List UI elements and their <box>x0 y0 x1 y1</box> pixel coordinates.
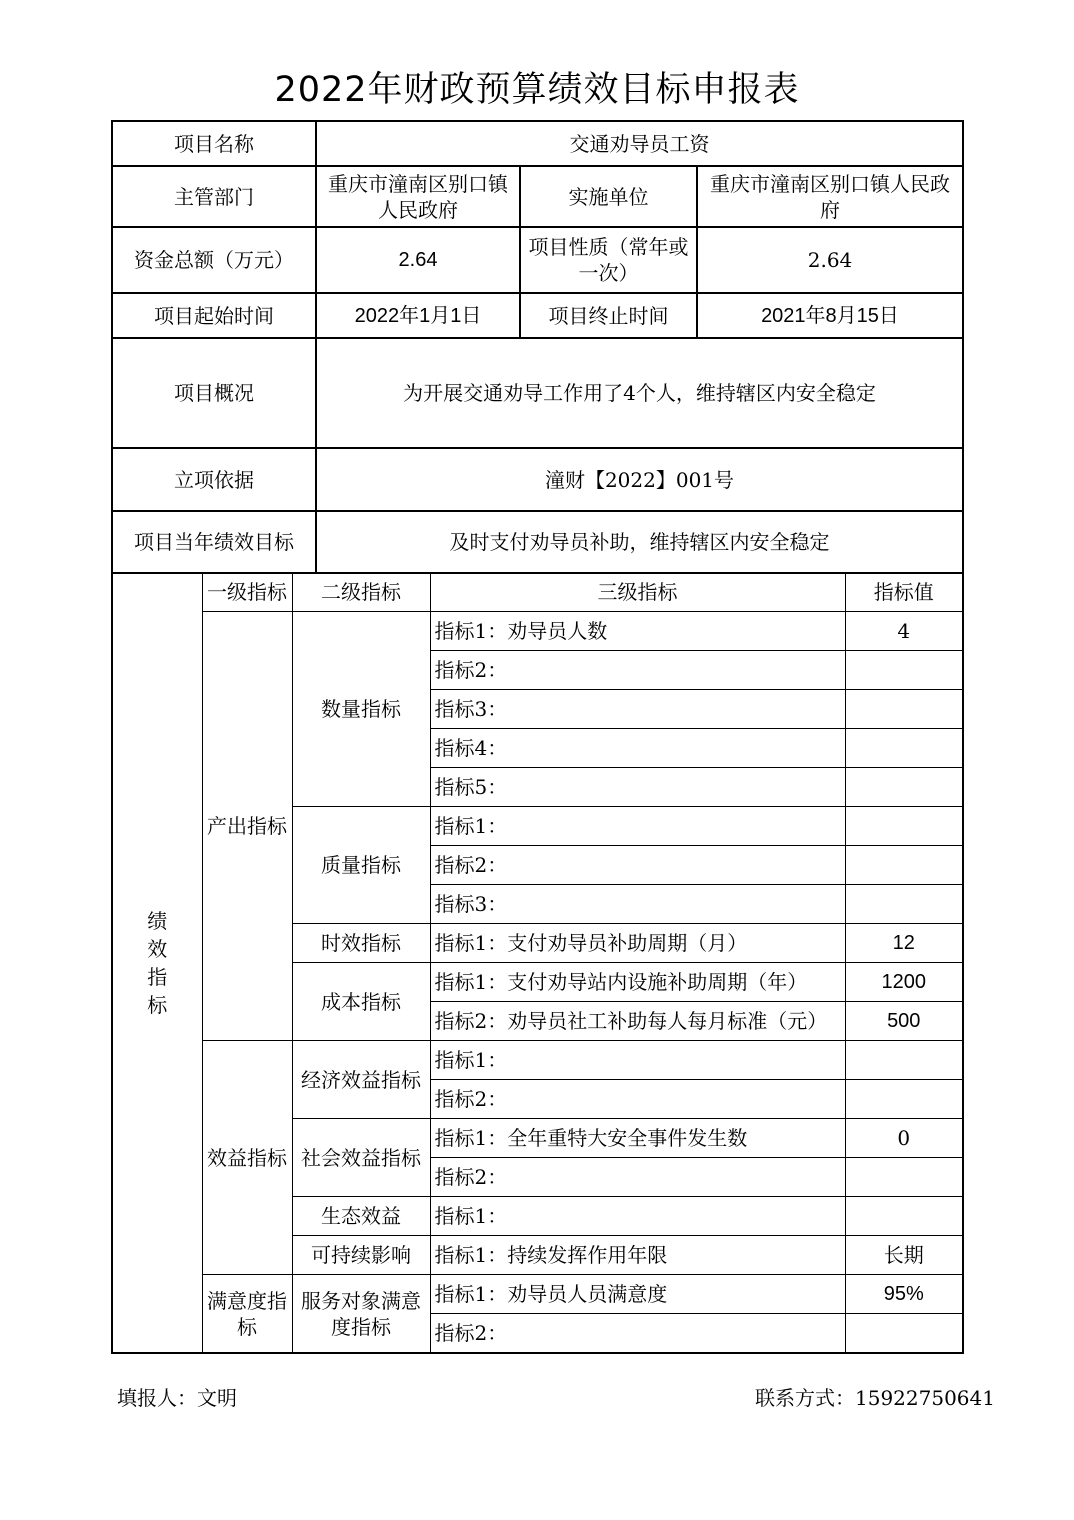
indicator-text: 指标5： <box>430 768 845 807</box>
indicator-value <box>845 807 963 846</box>
indicator-text <box>430 1002 845 1041</box>
indicator-text: 指标1： <box>430 1197 845 1236</box>
indicator-text: 指标2： <box>430 1080 845 1119</box>
indicator-value <box>845 1041 963 1080</box>
indicator-text: 指标1：劝导员人数 <box>430 612 845 651</box>
nature-label: 项目性质（常年或一次） <box>520 227 697 293</box>
indicator-value <box>845 690 963 729</box>
indicator-text-inner: 指标2：劝导员社工补助每人每月标准（元） <box>434 1009 828 1033</box>
indicator-text: 指标1：持续发挥作用年限 <box>430 1236 845 1275</box>
header-level1: 一级指标 <box>202 573 292 612</box>
unit-value: 重庆市潼南区别口镇人民政府 <box>697 166 963 227</box>
cost-label: 成本指标 <box>292 963 430 1041</box>
satisfaction-label: 满意度指标 <box>202 1275 292 1354</box>
indicator-value <box>845 885 963 924</box>
indicator-text: 指标1： <box>430 1041 845 1080</box>
basis-label: 立项依据 <box>112 448 316 511</box>
contact: 联系方式：15922750641 <box>755 1386 995 1410</box>
indicator-value <box>845 846 963 885</box>
indicator-text: 指标1：全年重特大安全事件发生数 <box>430 1119 845 1158</box>
indicator-value <box>845 729 963 768</box>
indicator-text: 指标1：支付劝导站内设施补助周期（年） <box>430 963 845 1002</box>
fund-value: 2.64 <box>316 227 520 293</box>
header-level3: 三级指标 <box>430 573 845 612</box>
indicator-text: 指标1：劝导员人员满意度 <box>430 1275 845 1314</box>
benefit-label: 效益指标 <box>202 1041 292 1275</box>
project-name-label: 项目名称 <box>112 121 316 166</box>
end-value: 2021年8月15日 <box>697 293 963 338</box>
dept-value: 重庆市潼南区别口镇人民政府 <box>316 166 520 227</box>
perf-section-label: 绩效指标 <box>112 573 202 1354</box>
indicator-text: 指标1：支付劝导员补助周期（月） <box>430 924 845 963</box>
indicator-text: 指标3： <box>430 690 845 729</box>
indicator-text: 指标1： <box>430 807 845 846</box>
basis-value: 潼财【2022】001号 <box>316 448 963 511</box>
indicator-value: 500 <box>845 1002 963 1041</box>
header-level2: 二级指标 <box>292 573 430 612</box>
filler: 填报人：文明 <box>117 1386 237 1410</box>
indicator-value: 0 <box>845 1119 963 1158</box>
timeliness-label: 时效指标 <box>292 924 430 963</box>
indicator-text: 指标2： <box>430 1158 845 1197</box>
indicator-value <box>845 651 963 690</box>
performance-table <box>111 572 964 1354</box>
sustain-label: 可持续影响 <box>292 1236 430 1275</box>
quantity-label: 数量指标 <box>292 612 430 807</box>
overview-value: 为开展交通劝导工作用了4个人，维持辖区内安全稳定 <box>316 338 963 448</box>
indicator-value <box>845 768 963 807</box>
indicator-value: 95% <box>845 1275 963 1314</box>
page-title: 2022年财政预算绩效目标申报表 <box>274 70 800 110</box>
indicator-text: 指标3： <box>430 885 845 924</box>
goal-value: 及时支付劝导员补助，维持辖区内安全稳定 <box>316 511 963 573</box>
indicator-value: 12 <box>845 924 963 963</box>
nature-value: 2.64 <box>697 227 963 293</box>
project-name-value: 交通劝导员工资 <box>316 121 963 166</box>
indicator-value: 1200 <box>845 963 963 1002</box>
indicator-text: 指标2： <box>430 651 845 690</box>
header-value: 指标值 <box>845 573 963 612</box>
indicator-text: 指标2： <box>430 1314 845 1354</box>
indicator-text: 指标2： <box>430 846 845 885</box>
economic-label: 经济效益指标 <box>292 1041 430 1119</box>
dept-label: 主管部门 <box>112 166 316 227</box>
social-label: 社会效益指标 <box>292 1119 430 1197</box>
indicator-value <box>845 1158 963 1197</box>
output-label: 产出指标 <box>202 612 292 1041</box>
basic-info-table <box>111 120 964 574</box>
indicator-value: 长期 <box>845 1236 963 1275</box>
start-value: 2022年1月1日 <box>316 293 520 338</box>
unit-label: 实施单位 <box>520 166 697 227</box>
overview-label: 项目概况 <box>112 338 316 448</box>
fund-label: 资金总额（万元） <box>112 227 316 293</box>
indicator-value <box>845 1197 963 1236</box>
quality-label: 质量指标 <box>292 807 430 924</box>
ecology-label: 生态效益 <box>292 1197 430 1236</box>
end-label: 项目终止时间 <box>520 293 697 338</box>
indicator-text: 指标4： <box>430 729 845 768</box>
indicator-value: 4 <box>845 612 963 651</box>
indicator-value <box>845 1080 963 1119</box>
start-label: 项目起始时间 <box>112 293 316 338</box>
indicator-value <box>845 1314 963 1354</box>
goal-label: 项目当年绩效目标 <box>112 511 316 573</box>
service-label: 服务对象满意度指标 <box>292 1275 430 1354</box>
